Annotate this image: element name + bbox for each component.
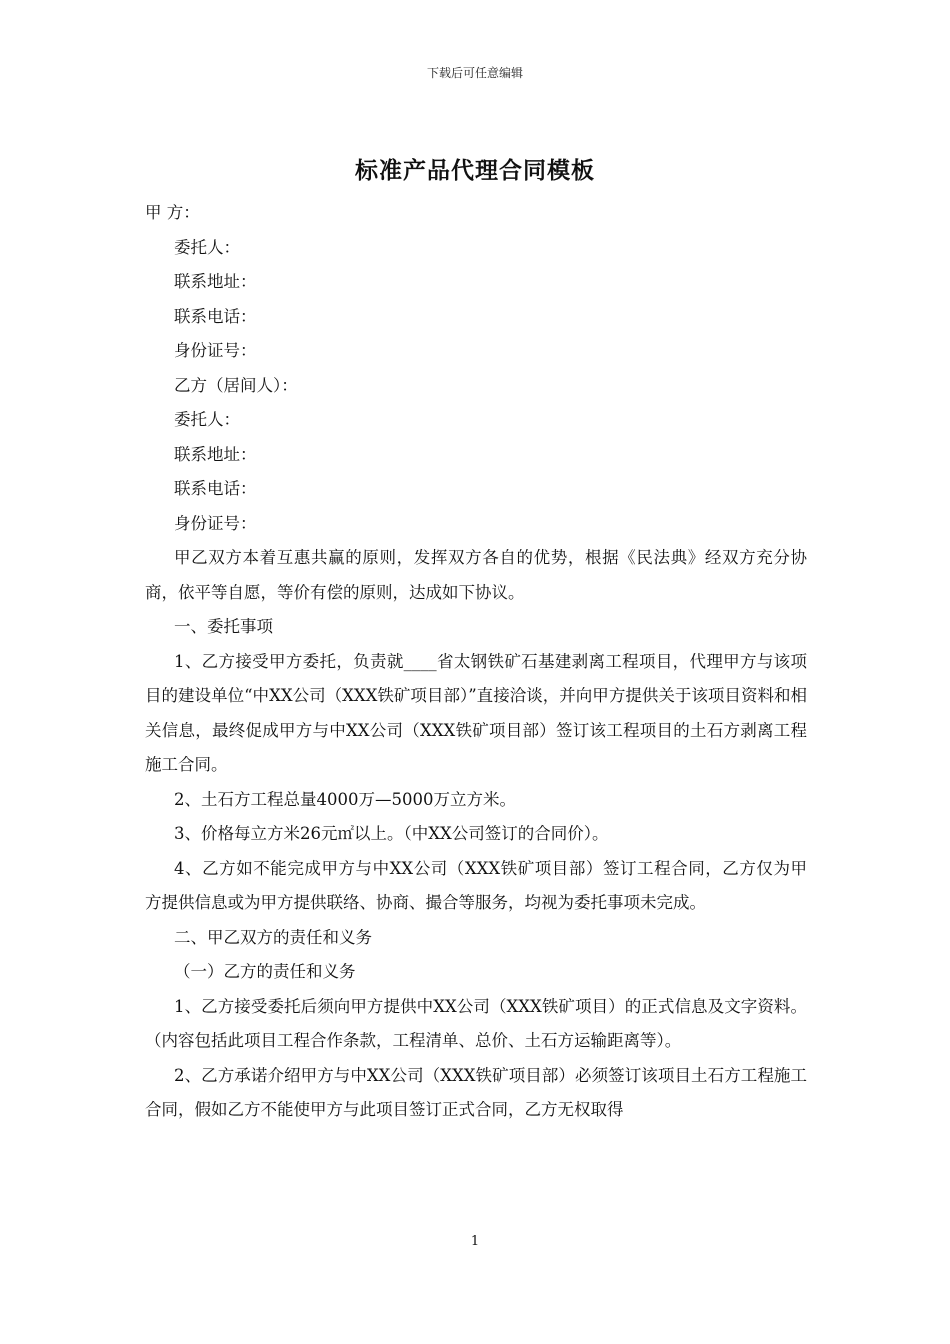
section-1-item-4: 4、乙方如不能完成甲方与中XX公司（XXX铁矿项目部）签订工程合同，乙方仅为甲 方提供信息或为甲方提供联络、协商、撮合等服务，均视为委托事项未完成。 bbox=[145, 858, 807, 912]
section-1-heading: 一、委托事项 bbox=[174, 617, 273, 636]
party-a-phone: 联系电话： bbox=[174, 306, 257, 326]
party-b-id: 身份证号： bbox=[174, 513, 257, 533]
section-2-item-1: 1、乙方接受委托后须向甲方提供中XX公司（XXX铁矿项目）的正式信息及文字资料。（内容包括此项目工程合作条款，工程清单、总价、土石方运输距离等）。 bbox=[145, 996, 807, 1050]
section-2-subheading: （一）乙方的责任和义务 bbox=[174, 962, 356, 981]
party-a-address: 联系地址： bbox=[174, 272, 257, 291]
page-number: 1 bbox=[470, 1234, 480, 1249]
party-b-entrustor: 委托人： bbox=[174, 410, 240, 429]
party-b-address: 联系地址： bbox=[174, 444, 257, 464]
party-a-entrustor: 委托人： bbox=[174, 237, 240, 257]
intro-paragraph: 甲乙双方本着互惠共赢的原则，发挥双方各自的优势，根据《民法典》经双方充分协商，依平等自愿，等价有偿的原则，达成如下协议。 bbox=[145, 548, 807, 602]
section-2-item-2: 2、乙方承诺介绍甲方与中XX公司（XXX铁矿项目部）必须签订该项目土石方工程施工合同，假如乙方不能使甲方与此项目签订正式合同，乙方无权取得 bbox=[145, 1065, 807, 1119]
document-title: 标准产品代理合同模板 bbox=[355, 157, 595, 184]
document-body bbox=[145, 196, 807, 1128]
section-1-item-1: 1、乙方接受甲方委托，负责就____省太钢铁矿石基建剥离工程项目，代理甲方与该项目的建设单位“中XX公司（XXX铁矿项目部）”直接洽谈，并向甲方提供关于该项目资料和相关信息，最终促成甲方与中XX公司（XXX铁矿项目部）签订该工程项目的土石方剥离工程施工合同。 bbox=[145, 651, 807, 774]
party-a-label: 甲 方： bbox=[145, 203, 200, 222]
party-b-phone: 联系电话： bbox=[174, 479, 257, 498]
section-1-item-3: 3、价格每立方米26元㎡以上。（中XX公司签订的合同价）。 bbox=[174, 824, 609, 843]
party-a-id: 身份证号： bbox=[174, 341, 257, 360]
section-1-item-2: 2、土石方工程总量4000万—5000万立方米。 bbox=[174, 789, 516, 809]
party-b-label: 乙方（居间人）： bbox=[174, 375, 298, 395]
header-note: 下载后可任意编辑 bbox=[426, 66, 523, 80]
section-2-heading: 二、甲乙双方的责任和义务 bbox=[174, 927, 372, 947]
